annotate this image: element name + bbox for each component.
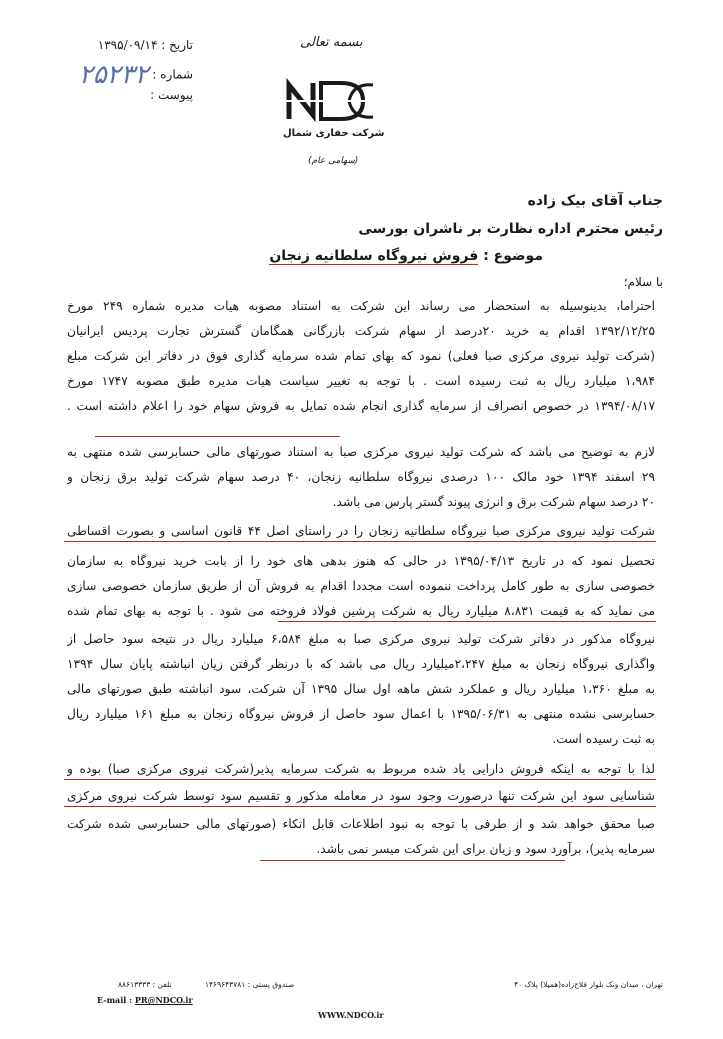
body-line-4: ۱،۹۸۴ میلیارد ریال به ثبت رسیده است . با توجه به تغییر سیاست هیات مدیره طبق مصوبه ۱۷۴۷ مورخ (67, 374, 655, 388)
date-label: تاریخ : (161, 38, 193, 52)
body-line-16: حسابرسی نشده منتهی به ۱۳۹۵/۰۶/۳۱ با اعمال سود حاصل از فروش نیروگاه زنجان به مبلغ ۱۶۱ میلیارد ریال (67, 707, 655, 721)
body-line-9: شرکت تولید نیروی مرکزی صبا نیروگاه سلطانیه زنجان را در راستای اصل ۴۴ قانون اساسی و بصورت اقساطی (67, 524, 655, 538)
body-line-3: (شرکت تولید نیروی مرکزی صبا فعلی) نمود که بهای تمام شده سرمایه گذاری فوق در دفاتر این شرکت مبلغ (67, 349, 655, 363)
underline-decision (95, 436, 340, 437)
body-line-19: شناسایی سود این شرکت تنها درصورت وجود سود در معامله مذکور و تقسیم سود توسط شرکت نیروی مرکزی (67, 789, 655, 803)
footer-email[interactable]: PR@NDCO.ir (134, 995, 193, 1005)
underline-conclusion-1 (64, 779, 656, 780)
number-value: ۲۵۲۳۲ (78, 60, 149, 90)
company-type: (سهامی عام) (308, 156, 359, 166)
body-line-1: احتراما، بدینوسیله به استحضار می رساند این شرکت به استناد مصوبه هیات مدیره شماره ۲۴۹ مورخ (67, 299, 655, 313)
underline-sale-price (278, 621, 656, 622)
underline-conclusion-2 (64, 806, 656, 807)
number-row (79, 60, 193, 90)
footer-email-row (97, 995, 193, 1005)
footer-website[interactable]: WWW.NDCO.ir (318, 1010, 384, 1020)
body-line-11: خصوصی سازی به طور کامل پرداخت ننموده است مجددا اقدام به فروش آن از طریق سازمان خصوصی سازی (67, 579, 655, 593)
body-line-8: ۲۰ درصد سهام شرکت برق و انرژی پیوند گستر پارس می باشد. (332, 495, 655, 509)
subject-text: فروش نیروگاه سلطانیه زنجان (269, 248, 479, 264)
body-line-20: صبا محقق خواهد شد و از طرفی با توجه به نبود اطلاعات قابل اتکاء (صورتهای مالی حسابرسی شده شرکت (67, 817, 655, 831)
recipient-title: رئیس محترم اداره نظارت بر ناشران بورسی (358, 221, 663, 237)
underline-conclusion-3 (260, 860, 565, 861)
body-line-15: به مبلغ ۱،۳۶۰ میلیارد ریال و عملکرد شش ماهه اول سال ۱۳۹۵ آن شرکت، سود انباشته طبق صورتهای مالی (67, 682, 655, 696)
greeting: با سلام؛ (623, 275, 663, 289)
footer-po-box: صندوق پستی : ۱۴۶۹۶۴۳۷۸۱ (205, 980, 295, 989)
body-line-12: می نماید که به قیمت ۸،۸۳۱ میلیارد ریال به شرکت پرشین فولاد فروخته می شود . با توجه به بهای تمام شده (67, 604, 655, 618)
subject-label: موضوع : (483, 248, 543, 264)
body-line-17: به ثبت رسیده است. (552, 732, 655, 746)
underline-acquisition (64, 541, 656, 542)
attachment-label: پیوست : (150, 88, 193, 102)
body-line-21: سرمایه پذیر)، برآورد سود و زیان برای این شرکت میسر نمی باشد. (316, 842, 655, 856)
company-logo (283, 75, 378, 125)
subject-line (269, 248, 543, 264)
footer-address: تهران ، میدان ونک بلوار فلاح‌زاده(همیلا) پلاک ۴۰ (514, 980, 663, 989)
date-row (98, 38, 193, 52)
company-name: شرکت حفاری شمال (283, 128, 385, 139)
body-line-2: ۱۳۹۲/۱۲/۲۵ اقدام به خرید ۲۰درصد از سهام شرکت بازرگانی همگامان گسترش تجارت پردیس ایرانیان (67, 324, 655, 338)
blessing-text: بسمه تعالی (300, 35, 363, 50)
footer-email-label: E-mail : (97, 995, 133, 1005)
body-line-7: ۲۹ اسفند ۱۳۹۴ خود مالک ۱۰۰ درصدی نیروگاه سلطانیه زنجان، ۴۰ درصد سهام شرکت تولید برق زنجان و (67, 470, 655, 484)
date-value: ۱۳۹۵/۰۹/۱۴ (97, 38, 158, 52)
body-line-14: واگذاری نیروگاه زنجان به مبلغ ۲،۲۴۷میلیارد ریال می باشد که با درنظر گرفتن زیان انباشته پایان سال ۱۳۹۴ (67, 657, 655, 671)
recipient-name: جناب آقای بیک زاده (527, 193, 663, 209)
body-line-10: تحصیل نمود که در تاریخ ۱۳۹۵/۰۴/۱۳ در حالی که هنوز بدهی های خود را از بابت خرید نیروگاه به سازمان (67, 554, 655, 568)
body-line-18: لذا با توجه به اینکه فروش دارایی یاد شده مربوط به شرکت سرمایه پذیر(شرکت نیروی مرکزی صبا) بوده و (67, 762, 655, 776)
body-line-6: لازم به توضیح می باشد که شرکت تولید نیروی مرکزی صبا به استناد صورتهای مالی حسابرسی شده منتهی به (67, 445, 655, 459)
ndc-logo-icon (283, 75, 378, 125)
footer-phone: تلفن : ۸۸۶۱۳۳۳۳ (118, 980, 172, 989)
attachment-row (150, 88, 193, 102)
body-line-5: ۱۳۹۴/۰۸/۱۷ در خصوص انصراف از سرمایه گذاری انجام شده تمایل به فروش سهام خود را اعلام داشته است . (67, 399, 655, 413)
number-label: شماره : (152, 67, 193, 82)
body-line-13: نیروگاه مذکور در دفاتر شرکت تولید نیروی مرکزی صبا به مبلغ ۶،۵۸۴ میلیارد ریال در نتیجه سود حاصل از (67, 632, 655, 646)
